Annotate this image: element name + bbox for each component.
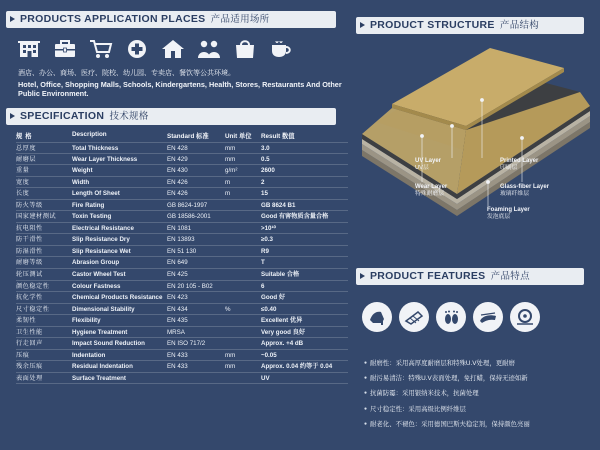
layer-wear-cn: 特殊耐磨层 bbox=[415, 191, 444, 197]
spec-standard: EN 433 bbox=[167, 363, 188, 371]
spec-name-cn: 总厚度 bbox=[16, 145, 37, 152]
table-row bbox=[16, 361, 348, 373]
spec-standard: EN 51 130 bbox=[167, 247, 197, 255]
layer-foaming-en: Foaming Layer bbox=[487, 207, 530, 213]
feature-item: ● 尺寸稳定性：采用高级比例纤维层 bbox=[364, 402, 594, 417]
spec-name-cn: 行走回声 bbox=[16, 340, 43, 348]
spec-result: R9 bbox=[261, 247, 269, 255]
spec-standard: EN 429 bbox=[167, 155, 188, 163]
spec-name-cn: 残余压痕 bbox=[16, 363, 43, 371]
spec-unit bbox=[225, 338, 261, 349]
spec-standard: EN 435 bbox=[167, 317, 188, 325]
header-standard: Standard 标准 bbox=[167, 133, 209, 140]
spec-result: Good 好 bbox=[261, 294, 286, 302]
application-places-en: Hotel, Office, Shopping Malls, Schools, Kindergartens, Health, Stores, Restaurants And Other Public Environment. bbox=[18, 80, 342, 98]
feature-icons bbox=[362, 302, 540, 332]
spec-name-cn: 长度 bbox=[16, 190, 30, 198]
spec-standard: EN 434 bbox=[167, 305, 188, 313]
footprints-icon bbox=[473, 302, 503, 332]
application-banner bbox=[6, 11, 336, 28]
spec-result: 0.5 bbox=[261, 155, 270, 163]
spec-description: Wear Layer Thickness bbox=[72, 155, 138, 163]
layer-uv-cn: UV层 bbox=[415, 165, 429, 171]
spec-result: 3.0 bbox=[261, 145, 270, 152]
layer-label-printed bbox=[500, 158, 538, 172]
layer-label-uv bbox=[415, 158, 441, 172]
spec-standard: EN 426 bbox=[167, 190, 188, 198]
structure-banner bbox=[356, 17, 584, 34]
spec-result: Approx. +4 dB bbox=[261, 340, 304, 348]
spec-name-cn: 柔韧性 bbox=[16, 317, 37, 325]
specification-title: SPECIFICATION bbox=[20, 110, 105, 122]
spec-standard: EN 433 bbox=[167, 351, 188, 359]
people-icon bbox=[196, 38, 222, 60]
spec-name-cn: 轮压测试 bbox=[16, 271, 43, 279]
spec-result: Excellent 优异 bbox=[261, 317, 303, 325]
spec-unit bbox=[225, 281, 261, 292]
cleaning-icon bbox=[399, 302, 429, 332]
table-row bbox=[16, 234, 348, 246]
spec-result: GB 8624 B1 bbox=[261, 201, 296, 209]
structure-title: PRODUCT STRUCTURE bbox=[370, 19, 495, 31]
house-icon bbox=[160, 38, 186, 60]
spec-name-cn: 重量 bbox=[16, 167, 30, 175]
floor-layers-illustration bbox=[362, 40, 590, 260]
spec-result: 15 bbox=[261, 190, 268, 198]
table-row bbox=[16, 269, 348, 281]
feature-item: ● 抗菌防霉：采用银纳米技术，抗菌处理 bbox=[364, 386, 594, 401]
spec-unit: mm bbox=[225, 155, 236, 163]
spec-name-cn: 颜色稳定性 bbox=[16, 282, 50, 290]
spec-unit: mm bbox=[225, 145, 236, 152]
spec-standard: GB 8624-1997 bbox=[167, 201, 208, 209]
spec-standard bbox=[167, 373, 225, 384]
layer-label-foaming bbox=[487, 207, 530, 221]
table-row bbox=[16, 188, 348, 200]
spec-standard: EN 1081 bbox=[167, 224, 192, 232]
coffee-cup-icon bbox=[268, 38, 294, 60]
spec-description: Fire Rating bbox=[72, 201, 105, 209]
spec-description: Dimensional Stability bbox=[72, 305, 135, 313]
bare-feet-icon bbox=[436, 302, 466, 332]
spec-unit bbox=[225, 200, 261, 211]
layer-label-wear bbox=[415, 184, 447, 198]
features-banner bbox=[356, 268, 584, 285]
table-row bbox=[16, 177, 348, 189]
application-places-cn: 酒店、办公、商场、医疗、院校、幼儿园、专卖店、餐饮等公共环境。 bbox=[18, 70, 235, 77]
spec-description: Hygiene Treatment bbox=[72, 328, 128, 336]
spec-standard: MRSA bbox=[167, 328, 185, 336]
spec-description: Electrical Resistance bbox=[72, 224, 134, 232]
spec-standard: GB 18586-2001 bbox=[167, 213, 211, 221]
table-row bbox=[16, 200, 348, 212]
spec-standard: EN 426 bbox=[167, 178, 188, 186]
spec-unit bbox=[225, 257, 261, 268]
wheel-rolling-icon bbox=[510, 302, 540, 332]
spec-unit: g/m² bbox=[225, 167, 238, 175]
table-row bbox=[16, 315, 348, 327]
spec-unit: % bbox=[225, 305, 231, 313]
spec-description: Indentation bbox=[72, 351, 106, 359]
header-result: Result 数值 bbox=[261, 133, 295, 140]
header-unit: Unit 单位 bbox=[225, 133, 252, 140]
spec-unit bbox=[225, 373, 261, 384]
spec-name-cn: 国家建材测试 bbox=[16, 213, 57, 221]
spec-unit bbox=[225, 211, 261, 222]
layer-glass-fiber-cn: 玻璃纤维层 bbox=[500, 191, 529, 197]
spec-name-cn: 抗电阻性 bbox=[16, 224, 43, 232]
header-cn: 规格 bbox=[16, 133, 35, 140]
briefcase-icon bbox=[52, 38, 78, 60]
spec-description: Slip Resistance Wet bbox=[72, 247, 131, 255]
medical-cross-icon bbox=[124, 38, 150, 60]
table-row bbox=[16, 246, 348, 258]
layer-label-glass-fiber bbox=[500, 184, 549, 198]
spec-result: Suitable 合格 bbox=[261, 271, 300, 279]
spec-name-cn: 表面处理 bbox=[16, 374, 43, 382]
spec-description: Weight bbox=[72, 167, 93, 175]
spec-name-cn: 宽度 bbox=[16, 178, 30, 186]
spec-unit: mm bbox=[225, 351, 236, 359]
spec-description: Residual Indentation bbox=[72, 363, 133, 371]
layer-glass-fiber-en: Glass-fiber Layer bbox=[500, 184, 550, 190]
spec-result: T bbox=[261, 259, 265, 267]
spec-standard: EN 423 bbox=[167, 294, 188, 302]
table-row bbox=[16, 338, 348, 350]
feature-item: ● 耐磨性：采用高厚度耐磨层和特殊U.V处理，更耐磨 bbox=[364, 356, 594, 371]
shoe-heel-icon bbox=[362, 302, 392, 332]
spec-description: Castor Wheel Test bbox=[72, 271, 126, 279]
spec-name-cn: 防干滑性 bbox=[16, 236, 43, 244]
table-row bbox=[16, 350, 348, 362]
specification-title-cn: 技术规格 bbox=[109, 111, 149, 122]
table-row bbox=[16, 327, 348, 339]
table-row bbox=[16, 373, 348, 385]
spec-description: Impact Sound Reduction bbox=[72, 340, 145, 348]
layer-printed-en: Printed Layer bbox=[500, 158, 539, 164]
spec-standard: EN 430 bbox=[167, 167, 188, 175]
spec-unit: m bbox=[225, 190, 231, 198]
spec-result: 6 bbox=[261, 282, 265, 290]
spec-result: 2600 bbox=[261, 167, 275, 175]
spec-name-cn: 抗化学性 bbox=[16, 294, 43, 302]
spec-result: ~0.05 bbox=[261, 351, 277, 359]
header-description: Description bbox=[72, 131, 107, 138]
spec-result: Good 有害物质含量合格 bbox=[261, 213, 329, 221]
spec-description: Width bbox=[72, 178, 90, 186]
specification-banner bbox=[6, 108, 336, 125]
spec-name-cn: 尺寸稳定性 bbox=[16, 305, 50, 313]
table-row bbox=[16, 142, 348, 154]
spec-unit bbox=[225, 292, 261, 303]
spec-name-cn: 压痕 bbox=[16, 351, 30, 359]
spec-standard: EN 13893 bbox=[167, 236, 195, 244]
shopping-cart-icon bbox=[88, 38, 114, 60]
spec-result: Very good 良好 bbox=[261, 328, 306, 336]
spec-unit bbox=[225, 234, 261, 245]
structure-diagram bbox=[362, 40, 590, 260]
spec-description: Flexibility bbox=[72, 317, 101, 325]
table-row bbox=[16, 257, 348, 269]
spec-standard: EN 425 bbox=[167, 271, 188, 279]
spec-description: Chemical Products Resistance bbox=[72, 294, 163, 302]
table-row bbox=[16, 165, 348, 177]
table-row bbox=[16, 304, 348, 316]
spec-description: Abrasion Group bbox=[72, 259, 120, 267]
spec-standard: EN 20 105 - B02 bbox=[167, 282, 213, 290]
spec-result: 2 bbox=[261, 178, 265, 186]
application-icons bbox=[16, 38, 294, 60]
spec-standard: EN 428 bbox=[167, 145, 188, 152]
spec-result: Approx. 0.04 约等于 0.04 bbox=[261, 363, 333, 371]
spec-unit: mm bbox=[225, 363, 236, 371]
layer-printed-cn: 印刷层 bbox=[500, 165, 518, 171]
spec-result: ≤0.40 bbox=[261, 305, 277, 313]
table-row bbox=[16, 223, 348, 235]
spec-description: Total Thickness bbox=[72, 145, 119, 152]
table-row bbox=[16, 281, 348, 293]
layer-uv-en: UV Layer bbox=[415, 158, 442, 164]
spec-name-cn: 防湿滑性 bbox=[16, 247, 43, 255]
spec-unit bbox=[225, 315, 261, 326]
spec-name-cn: 耐磨层 bbox=[16, 155, 37, 163]
spec-unit bbox=[225, 246, 261, 257]
spec-table bbox=[16, 142, 348, 384]
spec-result: >10¹⁰ bbox=[261, 224, 277, 232]
table-row bbox=[16, 154, 348, 166]
spec-unit bbox=[225, 269, 261, 280]
spec-unit bbox=[225, 223, 261, 234]
layer-foaming-cn: 发泡底层 bbox=[487, 214, 511, 220]
spec-table-header bbox=[16, 131, 348, 140]
spec-description: Length Of Sheet bbox=[72, 190, 120, 198]
spec-name-cn: 卫生性能 bbox=[16, 328, 43, 336]
spec-unit bbox=[225, 327, 261, 338]
spec-name-cn: 耐磨等级 bbox=[16, 259, 43, 267]
hotel-building-icon bbox=[16, 38, 42, 60]
features-title: PRODUCT FEATURES bbox=[370, 270, 486, 282]
application-title-cn: 产品适用场所 bbox=[210, 14, 270, 25]
features-title-cn: 产品特点 bbox=[490, 271, 530, 282]
spec-description: Surface Treatment bbox=[72, 374, 126, 382]
feature-item: ● 耐老化、不褪色：采用德国巴斯夫稳定剂，保持颜色亮丽 bbox=[364, 417, 594, 432]
application-title: PRODUCTS APPLICATION PLACES bbox=[20, 13, 206, 25]
spec-description: Toxin Testing bbox=[72, 213, 112, 221]
table-row bbox=[16, 211, 348, 223]
spec-description: Slip Resistance Dry bbox=[72, 236, 130, 244]
spec-name-cn: 防火等级 bbox=[16, 201, 43, 209]
spec-standard: EN 649 bbox=[167, 259, 188, 267]
spec-description: Colour Fastness bbox=[72, 282, 121, 290]
spec-result: ≥0.3 bbox=[261, 236, 273, 244]
feature-list bbox=[364, 356, 594, 432]
spec-result: UV bbox=[261, 374, 270, 382]
spec-standard: EN ISO 717/2 bbox=[167, 340, 206, 348]
shopping-bag-icon bbox=[232, 38, 258, 60]
structure-title-cn: 产品结构 bbox=[499, 20, 540, 31]
table-row bbox=[16, 292, 348, 304]
feature-item: ● 耐污易清洁：特殊U.V表面处理，免打蜡，保持无迹如新 bbox=[364, 371, 594, 386]
spec-unit: m bbox=[225, 178, 231, 186]
layer-wear-en: Wear Layer bbox=[415, 184, 448, 190]
